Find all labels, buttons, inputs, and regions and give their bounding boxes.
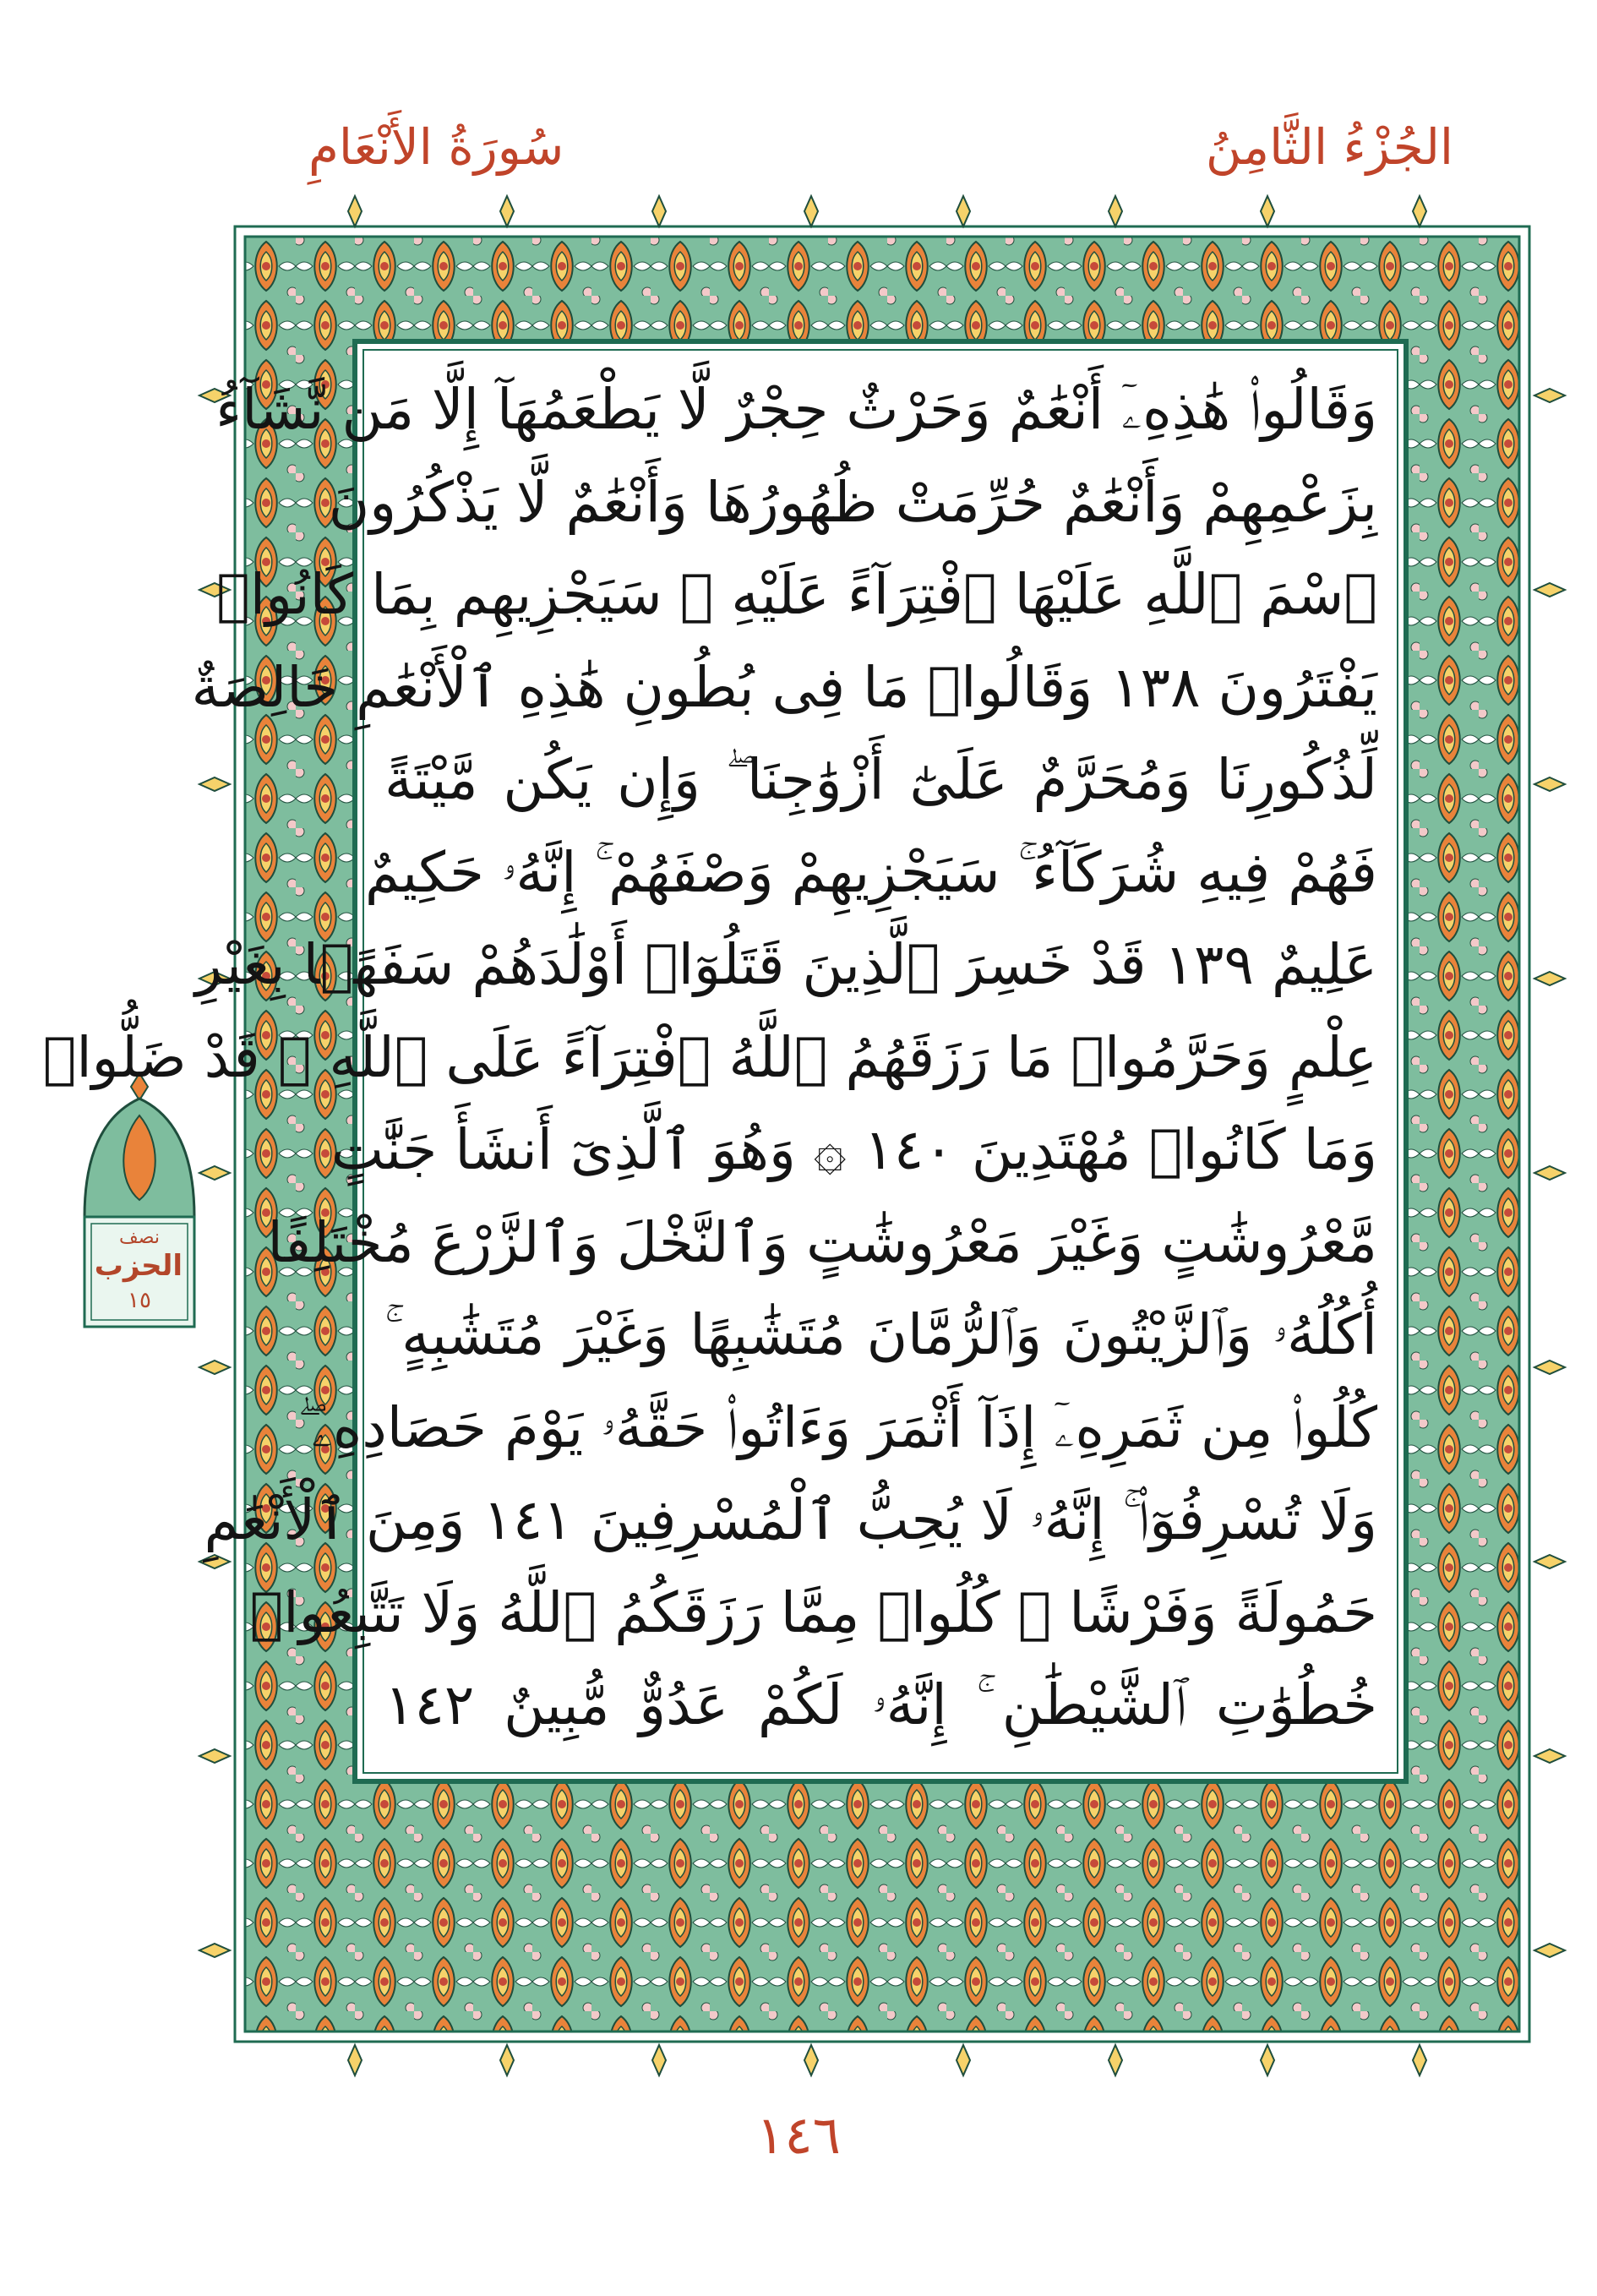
verse-line: كُلُوا۟ مِن ثَمَرِهِۦٓ إِذَآ أَثْمَرَ وَءَاتُوا۟ حَقَّهُۥ يَوْمَ حَصَادِهِۦ ۖ	[297, 1394, 1377, 1460]
hizb-number: ١٥	[128, 1288, 151, 1313]
verse-line: لِّذُكُورِنَا وَمُحَرَّمٌ عَلَىٰٓ أَزْوَٰجِنَا ۖ وَإِن يَكُن مَّيْتَةً	[384, 747, 1377, 812]
verse-line: وَقَالُوا۟ هَٰذِهِۦٓ أَنْعَٰمٌ وَحَرْثٌ حِجْرٌ لَّا يَطْعَمُهَآ إِلَّا مَن نَّشَآءُ	[215, 377, 1377, 442]
verse-line: وَلَا تُسْرِفُوٓا۟ ۚ إِنَّهُۥ لَا يُحِبُّ ٱلْمُسْرِفِينَ ١٤١ وَمِنَ ٱلْأَنْعَٰمِ	[204, 1487, 1377, 1552]
verse-line: مَّعْرُوشَٰتٍ وَغَيْرَ مَعْرُوشَٰتٍ وَٱلنَّخْلَ وَٱلزَّرْعَ مُخْتَلِفًا	[267, 1209, 1377, 1275]
verse-line: حَمُولَةً وَفَرْشًا ۚ كُلُوا۟ مِمَّا رَزَقَكُمُ ٱللَّهُ وَلَا تَتَّبِعُوا۟	[249, 1579, 1377, 1645]
page-number: ١٤٦	[756, 2104, 841, 2166]
hizb-label-small: نصف	[119, 1227, 160, 1248]
verse-line: خُطُوَٰتِ ٱلشَّيْطَٰنِ ۚ إِنَّهُۥ لَكُمْ عَدُوٌّ مُّبِينٌ ١٤٢	[384, 1672, 1377, 1737]
juz-title: الجُزْءُ الثَّامِنُ	[1205, 118, 1453, 176]
verse-line: أُكُلُهُۥ وَٱلزَّيْتُونَ وَٱلرُّمَّانَ مُتَشَٰبِهًا وَغَيْرَ مُتَشَٰبِهٍ ۚ	[384, 1302, 1377, 1367]
verse-line: عَلِيمٌ ١٣٩ قَدْ خَسِرَ ٱلَّذِينَ قَتَلُوٓا۟ أَوْلَٰدَهُمْ سَفَهًۢا بِغَيْرِ	[195, 932, 1377, 997]
hizb-label: الحزب	[94, 1249, 183, 1283]
verse-line: عِلْمٍ وَحَرَّمُوا۟ مَا رَزَقَهُمُ ٱللَّهُ ٱفْتِرَآءً عَلَى ٱللَّهِ ۚ قَدْ ضَلُّوا۟	[42, 1024, 1377, 1090]
verse-line: ٱسْمَ ٱللَّهِ عَلَيْهَا ٱفْتِرَآءً عَلَيْهِ ۚ سَيَجْزِيهِم بِمَا كَانُوا۟	[216, 562, 1377, 627]
surah-title: سُورَةُ الأَنْعَامِ	[308, 118, 564, 176]
verse-line: بِزَعْمِهِمْ وَأَنْعَٰمٌ حُرِّمَتْ ظُهُورُهَا وَأَنْعَٰمٌ لَّا يَذْكُرُونَ	[328, 469, 1377, 535]
verse-line: وَمَا كَانُوا۟ مُهْتَدِينَ ١٤٠ ۞ وَهُوَ ٱلَّذِىٓ أَنشَأَ جَنَّٰتٍ	[330, 1117, 1377, 1182]
verse-line: فَهُمْ فِيهِ شُرَكَآءُ ۚ سَيَجْزِيهِمْ وَصْفَهُمْ ۚ إِنَّهُۥ حَكِيمٌ	[364, 839, 1377, 905]
verse-line: يَفْتَرُونَ ١٣٨ وَقَالُوا۟ مَا فِى بُطُونِ هَٰذِهِ ٱلْأَنْعَٰمِ خَالِصَةٌ	[191, 654, 1377, 720]
